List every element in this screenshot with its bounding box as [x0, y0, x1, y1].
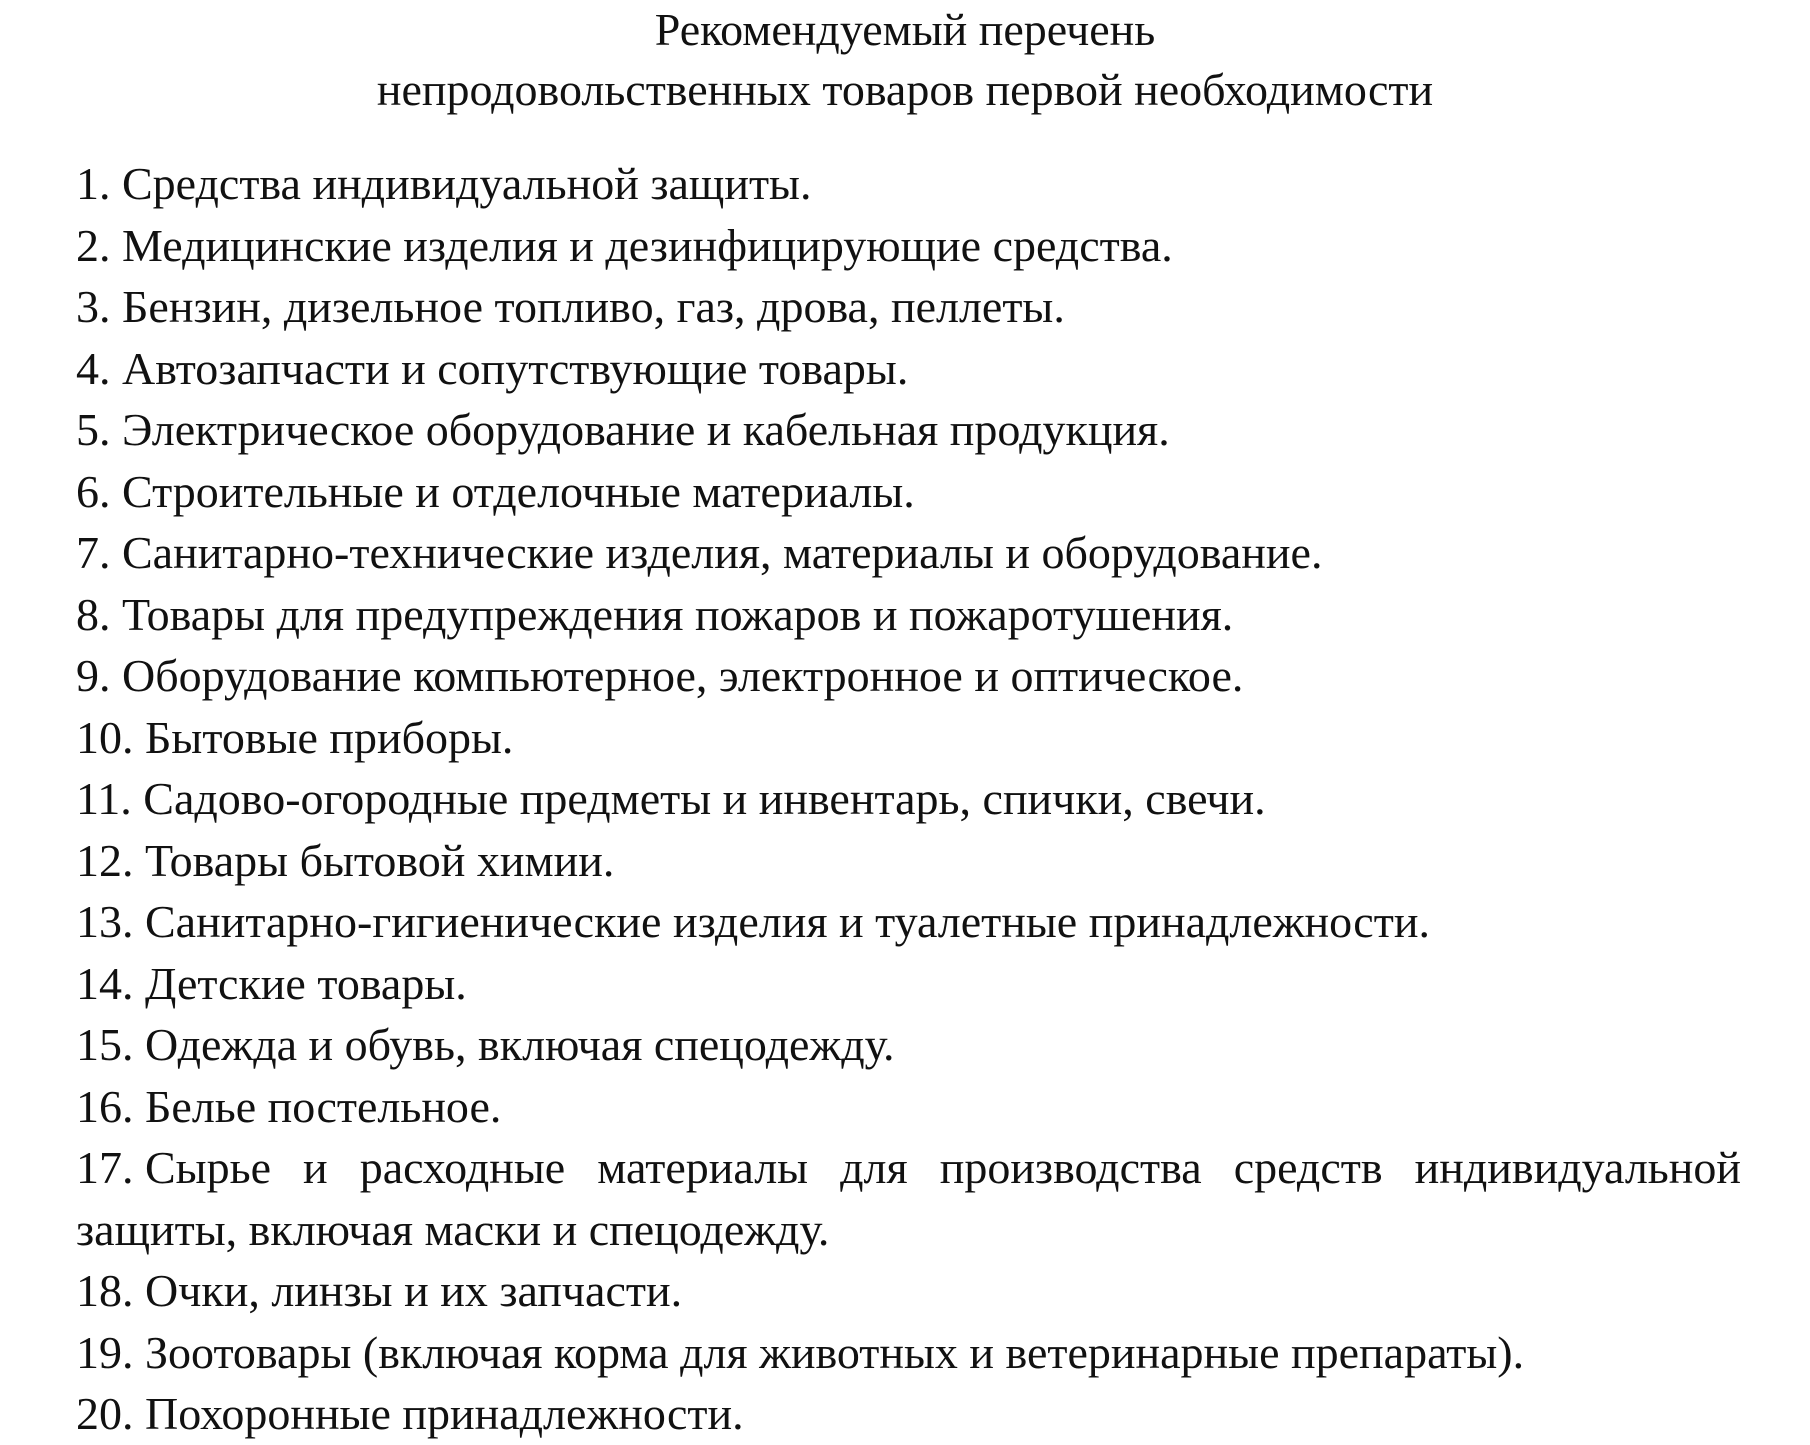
item-number: 15.: [76, 1019, 134, 1070]
item-number: 13.: [76, 896, 134, 947]
item-text: Товары бытовой химии.: [145, 834, 615, 886]
item-number: 11.: [76, 773, 132, 824]
list-item: [76, 153, 1741, 215]
item-text: Санитарно-технические изделия, материалы и оборудование.: [122, 527, 1323, 578]
item-number: 14.: [76, 957, 134, 1009]
item-number: 2.: [76, 219, 111, 271]
document-title: [0, 0, 1810, 120]
list-item: [76, 768, 1741, 830]
item-text: Строительные и отделочные материалы.: [122, 465, 915, 517]
item-number: 4.: [76, 342, 111, 394]
item-number: 10.: [76, 711, 134, 763]
item-text: Похоронные принадлежности.: [145, 1388, 744, 1439]
list-item: [76, 953, 1741, 1015]
item-number: 12.: [76, 834, 134, 886]
list-item: [76, 830, 1741, 892]
item-number: 18.: [76, 1265, 134, 1316]
list-item: [76, 215, 1741, 277]
list-item: [76, 1383, 1741, 1445]
item-text: Очки, линзы и их запчасти.: [145, 1265, 683, 1316]
item-text: Одежда и обувь, включая спецодежду.: [145, 1019, 895, 1070]
list-item: [76, 1137, 1741, 1260]
item-number: 5.: [76, 404, 111, 455]
item-text: Оборудование компьютерное, электронное и оптическое.: [122, 650, 1244, 701]
items-list: [76, 153, 1741, 1445]
item-number: 8.: [76, 588, 111, 640]
item-number: 16.: [76, 1080, 134, 1132]
list-item: [76, 1076, 1741, 1138]
list-item: [76, 1014, 1741, 1076]
item-number: 3.: [76, 281, 111, 332]
list-item: [76, 891, 1741, 953]
item-text: Бытовые приборы.: [145, 711, 514, 763]
list-item: [76, 645, 1741, 707]
item-text: Автозапчасти и сопутствующие товары.: [122, 342, 909, 394]
item-text: Садово-огородные предметы и инвентарь, спички, свечи.: [143, 773, 1266, 824]
list-item: [76, 1322, 1741, 1384]
list-item: [76, 338, 1741, 400]
item-text: Медицинские изделия и дезинфицирующие средства.: [122, 219, 1173, 271]
item-number: 1.: [76, 158, 111, 209]
item-text: Белье постельное.: [145, 1080, 502, 1132]
item-text: Детские товары.: [145, 957, 467, 1009]
item-number: 7.: [76, 527, 111, 578]
list-item: [76, 399, 1741, 461]
item-number: 9.: [76, 650, 111, 701]
item-text: Электрическое оборудование и кабельная продукция.: [122, 404, 1170, 455]
item-text: Бензин, дизельное топливо, газ, дрова, пеллеты.: [122, 281, 1065, 332]
item-text: Средства индивидуальной защиты.: [122, 158, 812, 209]
list-item: [76, 707, 1741, 769]
item-text: Товары для предупреждения пожаров и пожаротушения.: [122, 588, 1234, 640]
list-item: [76, 584, 1741, 646]
item-text: Зоотовары (включая корма для животных и ветеринарные препараты).: [145, 1326, 1525, 1378]
list-item: [76, 461, 1741, 523]
list-item: [76, 1260, 1741, 1322]
item-text: Санитарно-гигиенические изделия и туалетные принадлежности.: [145, 896, 1430, 947]
item-number: 17.: [76, 1142, 134, 1193]
title-line-2: непродовольственных товаров первой необходимости: [376, 64, 1434, 115]
title-line-1: Рекомендуемый перечень: [654, 4, 1156, 55]
item-number: 20.: [76, 1388, 134, 1439]
list-item: [76, 276, 1741, 338]
item-number: 19.: [76, 1326, 134, 1378]
list-item: [76, 522, 1741, 584]
item-number: 6.: [76, 465, 111, 517]
item-text: Сырье и расходные материалы для производства средств индивидуальной защиты, включая маски и спецодежду.: [76, 1142, 1741, 1255]
